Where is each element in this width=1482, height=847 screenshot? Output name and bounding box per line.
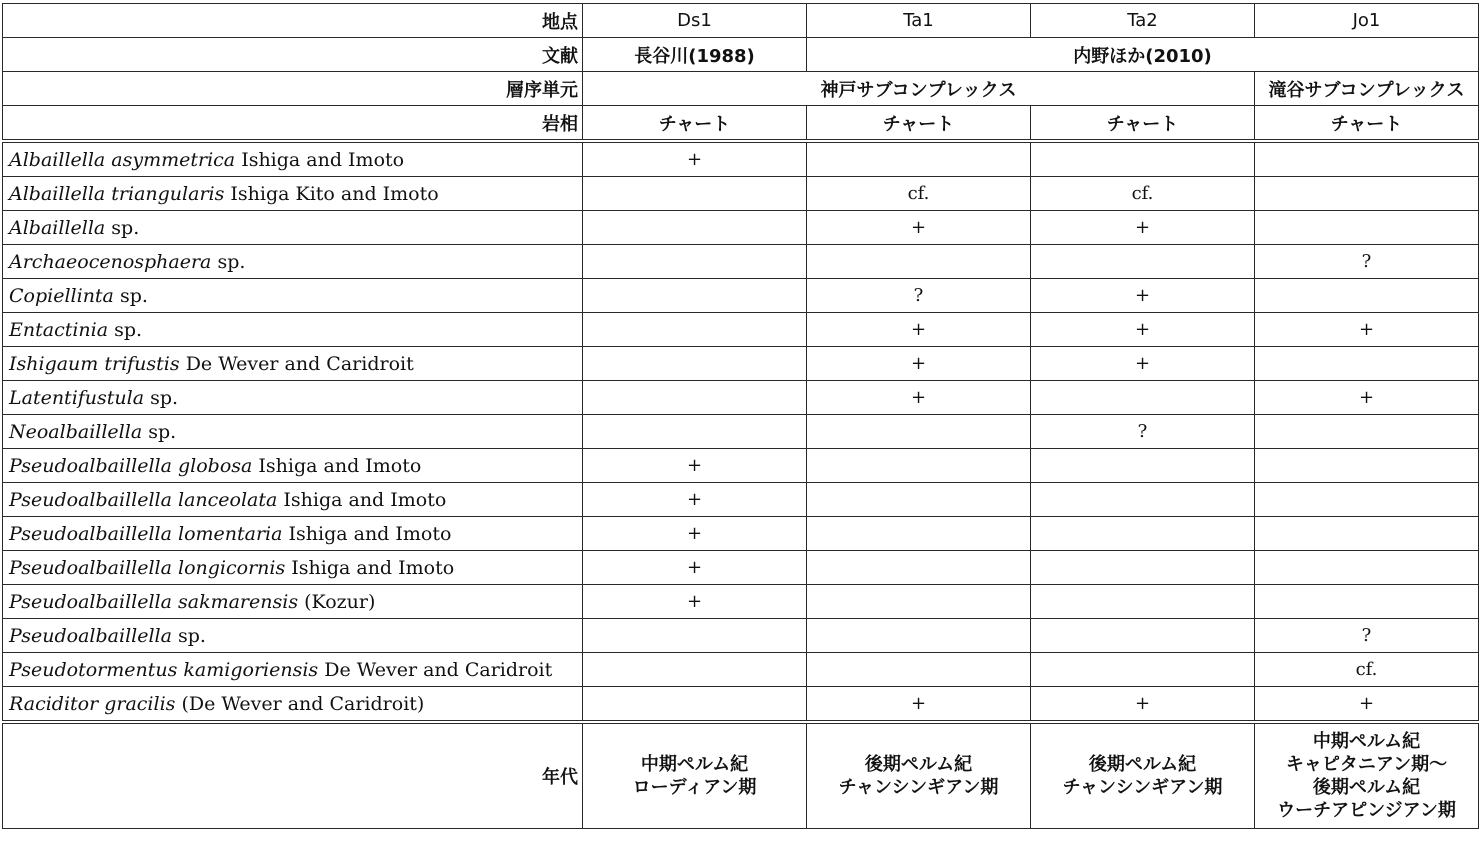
- lithology-cell: チャート: [1031, 106, 1255, 142]
- species-author: (Kozur): [304, 590, 376, 613]
- occurrence-mark: +: [1255, 687, 1479, 723]
- age-label: 年代: [3, 722, 583, 829]
- species-genus: Pseudoalbaillella lomentaria: [9, 522, 283, 545]
- age-line: ローディアン期: [632, 777, 757, 798]
- occurrence-mark: [807, 619, 1031, 653]
- species-author: sp.: [217, 250, 246, 273]
- reference-cell: 内野ほか(2010): [807, 38, 1479, 72]
- species-genus: Pseudoalbaillella: [9, 624, 172, 647]
- occurrence-mark: +: [807, 211, 1031, 245]
- occurrence-mark: [1255, 211, 1479, 245]
- species-row: [3, 653, 1479, 687]
- occurrence-mark: [583, 177, 807, 211]
- species-genus: Latentifustula: [9, 386, 145, 409]
- species-row: [3, 551, 1479, 585]
- species-name: [3, 415, 583, 449]
- species-genus: Archaeocenosphaera: [9, 250, 212, 273]
- species-genus: Pseudotormentus kamigoriensis: [9, 658, 319, 681]
- occurrence-mark: [583, 619, 807, 653]
- species-name: [3, 177, 583, 211]
- species-name: [3, 313, 583, 347]
- occurrence-mark: +: [1031, 211, 1255, 245]
- occurrence-mark: +: [807, 313, 1031, 347]
- reference-label: 文献: [3, 38, 583, 72]
- occurrence-mark: [1031, 585, 1255, 619]
- stratigraphic-unit-cell: 神戸サブコンプレックス: [583, 72, 1255, 106]
- occurrence-mark: +: [807, 347, 1031, 381]
- lithology-cell: チャート: [1255, 106, 1479, 142]
- age-cell: [1255, 722, 1479, 829]
- occurrence-mark: [807, 449, 1031, 483]
- occurrence-mark: +: [583, 551, 807, 585]
- age-line: 中期ペルム紀: [1312, 731, 1421, 752]
- species-row: [3, 449, 1479, 483]
- species-genus: Pseudoalbaillella globosa: [9, 454, 253, 477]
- occurrence-mark: ?: [807, 279, 1031, 313]
- stratigraphic-unit-row: [3, 72, 1479, 106]
- occurrence-mark: +: [1031, 313, 1255, 347]
- species-author: sp.: [119, 284, 148, 307]
- occurrence-mark: [1255, 279, 1479, 313]
- occurrence-mark: [1031, 245, 1255, 279]
- species-genus: Albaillella: [9, 216, 106, 239]
- occurrence-mark: [583, 381, 807, 415]
- occurrence-mark: [583, 653, 807, 687]
- species-genus: Ishigaum trifustis: [9, 352, 180, 375]
- occurrence-mark: cf.: [1031, 177, 1255, 211]
- occurrence-mark: [1031, 141, 1255, 177]
- age-line: 後期ペルム紀: [1088, 754, 1197, 775]
- occurrence-mark: [807, 483, 1031, 517]
- locality-cell: Ta1: [807, 4, 1031, 38]
- occurrence-mark: [807, 551, 1031, 585]
- occurrence-mark: [1031, 449, 1255, 483]
- species-name: [3, 517, 583, 551]
- species-name: [3, 141, 583, 177]
- species-name: [3, 279, 583, 313]
- species-author: sp.: [178, 624, 206, 647]
- locality-cell: Ta2: [1031, 4, 1255, 38]
- table-body: [3, 4, 1479, 829]
- occurrence-mark: [1255, 177, 1479, 211]
- age-row: [3, 722, 1479, 829]
- species-row: [3, 313, 1479, 347]
- species-name: [3, 449, 583, 483]
- occurrence-mark: [1255, 551, 1479, 585]
- age-line: 後期ペルム紀: [864, 754, 973, 775]
- species-genus: Neoalbaillella: [9, 420, 143, 443]
- species-row: [3, 211, 1479, 245]
- occurrence-mark: [1031, 381, 1255, 415]
- species-genus: Entactinia: [9, 318, 109, 341]
- occurrence-mark: [1255, 415, 1479, 449]
- species-author: De Wever and Caridroit: [324, 658, 553, 681]
- occurrence-mark: [1031, 551, 1255, 585]
- species-genus: Pseudoalbaillella lanceolata: [9, 488, 278, 511]
- lithology-label: 岩相: [3, 106, 583, 142]
- species-author: sp.: [148, 420, 177, 443]
- age-line: 後期ペルム紀: [1312, 777, 1421, 798]
- species-genus: Albaillella triangularis: [9, 182, 225, 205]
- species-genus: Pseudoalbaillella sakmarensis: [9, 590, 299, 613]
- locality-label: 地点: [3, 4, 583, 38]
- species-row: [3, 687, 1479, 723]
- occurrence-mark: +: [807, 381, 1031, 415]
- age-cell: [583, 722, 807, 829]
- occurrence-mark: [1255, 517, 1479, 551]
- occurrence-mark: +: [583, 449, 807, 483]
- occurrence-mark: [583, 347, 807, 381]
- locality-cell: Ds1: [583, 4, 807, 38]
- species-author: sp.: [114, 318, 143, 341]
- species-author: De Wever and Caridroit: [185, 352, 414, 375]
- occurrence-mark: [1255, 141, 1479, 177]
- occurrence-mark: [807, 653, 1031, 687]
- occurrence-mark: +: [1031, 347, 1255, 381]
- species-row: [3, 347, 1479, 381]
- species-row: [3, 415, 1479, 449]
- species-name: [3, 347, 583, 381]
- age-line: チャンシンギアン期: [838, 777, 999, 798]
- occurrence-mark: [583, 279, 807, 313]
- age-cell: [807, 722, 1031, 829]
- species-row: [3, 517, 1479, 551]
- lithology-row: [3, 106, 1479, 142]
- locality-cell: Jo1: [1255, 4, 1479, 38]
- species-genus: Pseudoalbaillella longicornis: [9, 556, 286, 579]
- occurrence-mark: [1255, 585, 1479, 619]
- occurrence-mark: ?: [1255, 619, 1479, 653]
- occurrence-mark: +: [583, 517, 807, 551]
- species-author: Ishiga and Imoto: [291, 556, 455, 579]
- species-author: Ishiga and Imoto: [288, 522, 452, 545]
- occurrence-mark: [1031, 653, 1255, 687]
- species-author: sp.: [150, 386, 179, 409]
- species-name: [3, 687, 583, 723]
- species-name: [3, 653, 583, 687]
- occurrence-mark: +: [583, 483, 807, 517]
- occurrence-mark: +: [1031, 279, 1255, 313]
- species-name: [3, 211, 583, 245]
- radiolarian-occurrence-table: [2, 3, 1479, 829]
- species-author: Ishiga and Imoto: [283, 488, 447, 511]
- stratigraphic-unit-label: 層序単元: [3, 72, 583, 106]
- occurrence-mark: +: [583, 141, 807, 177]
- species-name: [3, 619, 583, 653]
- lithology-cell: チャート: [583, 106, 807, 142]
- occurrence-mark: +: [807, 687, 1031, 723]
- species-author: Ishiga Kito and Imoto: [230, 182, 439, 205]
- occurrence-mark: +: [1255, 313, 1479, 347]
- occurrence-mark: [1255, 347, 1479, 381]
- species-genus: Raciditor gracilis: [9, 692, 176, 715]
- occurrence-mark: [807, 141, 1031, 177]
- occurrence-mark: ?: [1031, 415, 1255, 449]
- species-author: Ishiga and Imoto: [258, 454, 422, 477]
- species-row: [3, 245, 1479, 279]
- occurrence-mark: [807, 245, 1031, 279]
- age-line: 中期ペルム紀: [640, 754, 749, 775]
- occurrence-mark: [1255, 449, 1479, 483]
- species-name: [3, 585, 583, 619]
- species-row: [3, 483, 1479, 517]
- occurrence-mark: +: [1031, 687, 1255, 723]
- occurrence-mark: [807, 585, 1031, 619]
- age-cell: [1031, 722, 1255, 829]
- reference-row: [3, 38, 1479, 72]
- locality-row: [3, 4, 1479, 38]
- species-row: [3, 279, 1479, 313]
- species-name: [3, 483, 583, 517]
- species-name: [3, 245, 583, 279]
- species-row: [3, 585, 1479, 619]
- occurrence-mark: +: [583, 585, 807, 619]
- occurrence-mark: [583, 415, 807, 449]
- occurrence-mark: [807, 415, 1031, 449]
- reference-cell: 長谷川(1988): [583, 38, 807, 72]
- species-genus: Copiellinta: [9, 284, 114, 307]
- species-row: [3, 141, 1479, 177]
- species-author: Ishiga and Imoto: [241, 148, 405, 171]
- lithology-cell: チャート: [807, 106, 1031, 142]
- occurrence-mark: [583, 313, 807, 347]
- stratigraphic-unit-cell: 滝谷サブコンプレックス: [1255, 72, 1479, 106]
- occurrence-mark: [1031, 619, 1255, 653]
- occurrence-mark: [583, 687, 807, 723]
- species-row: [3, 619, 1479, 653]
- occurrence-mark: ?: [1255, 245, 1479, 279]
- age-line: チャンシンギアン期: [1062, 777, 1223, 798]
- occurrence-mark: [583, 245, 807, 279]
- occurrence-mark: [1031, 483, 1255, 517]
- species-author: (De Wever and Caridroit): [181, 692, 425, 715]
- occurrence-mark: [1031, 517, 1255, 551]
- species-name: [3, 381, 583, 415]
- age-line: ウーチアピンジアン期: [1277, 800, 1456, 821]
- occurrence-mark: [583, 211, 807, 245]
- occurrence-mark: [807, 517, 1031, 551]
- occurrence-mark: [1255, 483, 1479, 517]
- occurrence-mark: cf.: [807, 177, 1031, 211]
- species-name: [3, 551, 583, 585]
- species-author: sp.: [111, 216, 140, 239]
- age-line: キャピタニアン期〜: [1285, 754, 1448, 775]
- species-genus: Albaillella asymmetrica: [9, 148, 236, 171]
- occurrence-mark: +: [1255, 381, 1479, 415]
- species-row: [3, 381, 1479, 415]
- occurrence-mark: cf.: [1255, 653, 1479, 687]
- species-row: [3, 177, 1479, 211]
